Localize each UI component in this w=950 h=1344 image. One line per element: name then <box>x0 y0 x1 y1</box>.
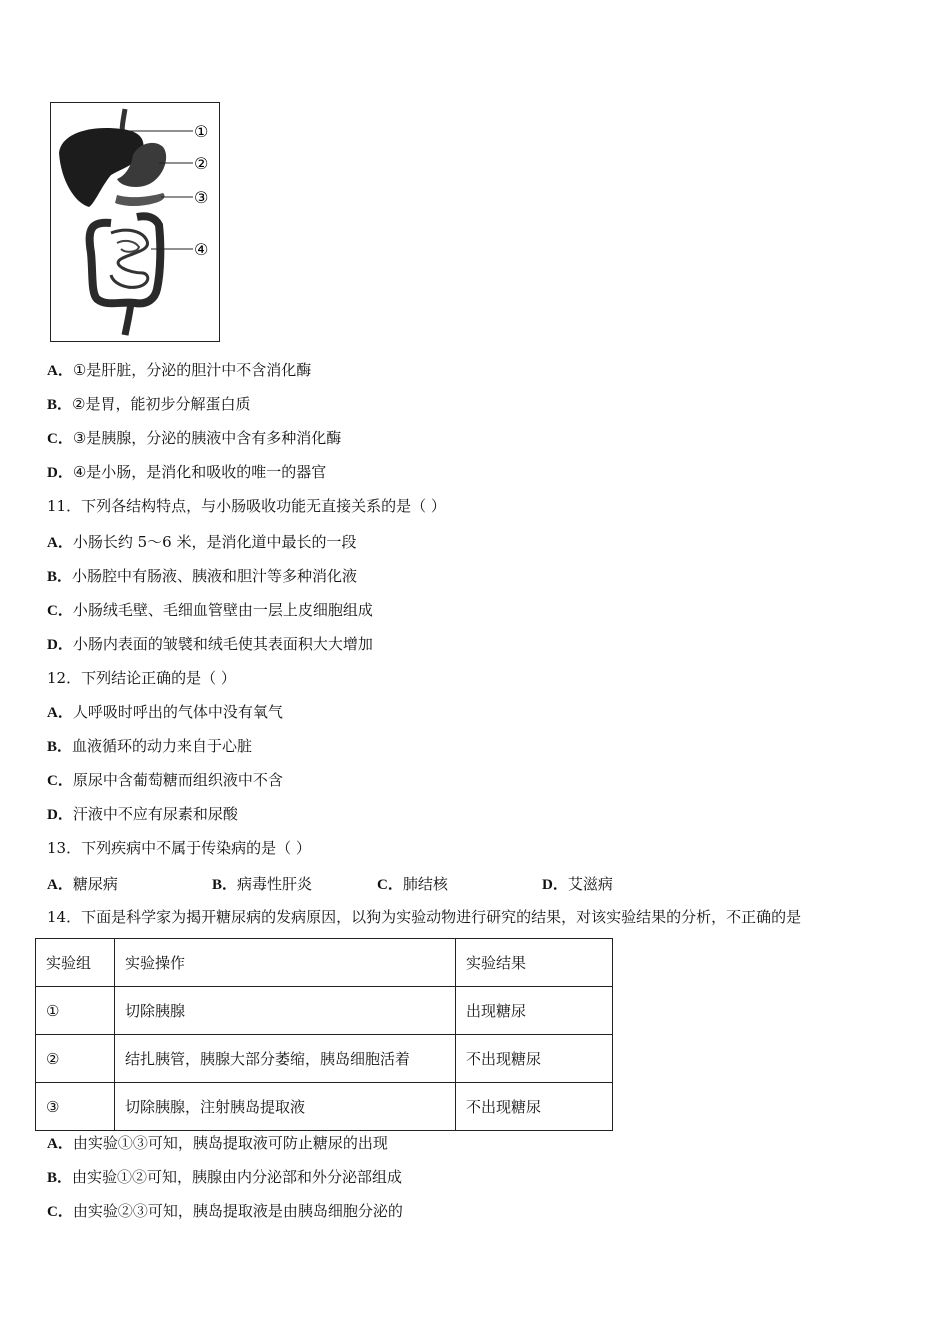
table-header-row <box>36 939 613 987</box>
option-text: 人呼吸时呼出的气体中没有氧气 <box>72 703 283 721</box>
table-header-cell: 实验组 <box>36 939 115 987</box>
q11-option-c <box>47 600 373 621</box>
option-letter: B． <box>47 739 73 755</box>
option-letter: A． <box>47 1136 73 1152</box>
option-letter: D． <box>47 465 73 481</box>
option-letter: C． <box>377 877 403 893</box>
q11-option-d <box>47 634 373 655</box>
table-cell: 出现糖尿 <box>456 987 613 1035</box>
q12-option-b <box>47 736 252 757</box>
table-header-cell: 实验结果 <box>456 939 613 987</box>
option-letter: C． <box>47 431 73 447</box>
option-text: 肺结核 <box>402 875 448 893</box>
option-letter: D． <box>47 807 73 823</box>
table-cell: ③ <box>36 1083 115 1131</box>
option-text: 小肠绒毛壁、毛细血管壁由一层上皮细胞组成 <box>72 601 373 619</box>
option-letter: B． <box>212 877 238 893</box>
table-header-cell: 实验操作 <box>115 939 456 987</box>
option-text: ①是肝脏，分泌的胆汁中不含消化酶 <box>72 361 312 379</box>
q11-option-a <box>47 532 356 553</box>
option-text: 由实验②③可知，胰岛提取液是由胰岛细胞分泌的 <box>72 1202 403 1220</box>
q11-stem: 11．下列各结构特点，与小肠吸收功能无直接关系的是（ ） <box>47 497 446 515</box>
option-letter: A． <box>47 877 73 893</box>
option-text: ②是胃，能初步分解蛋白质 <box>72 395 251 413</box>
option-letter: B． <box>47 1170 73 1186</box>
option-text: 血液循环的动力来自于心脏 <box>72 737 253 755</box>
option-letter: B． <box>47 397 73 413</box>
q13-option-a <box>47 873 118 894</box>
option-text: 病毒性肝炎 <box>237 875 313 893</box>
q11-option-b <box>47 566 357 587</box>
q12-option-d <box>47 804 238 825</box>
q13-option-c <box>377 873 448 894</box>
digestive-system-figure <box>50 102 220 342</box>
q12-option-a <box>47 702 283 723</box>
table-row <box>36 1083 613 1131</box>
experiment-table <box>35 938 613 1131</box>
pancreas-shape <box>115 193 165 206</box>
option-letter: C． <box>47 603 73 619</box>
q10-option-a <box>47 360 311 381</box>
option-letter: B． <box>47 569 73 585</box>
option-letter: A． <box>47 705 73 721</box>
small-intestine-shape <box>111 230 148 287</box>
option-text: 由实验①③可知，胰岛提取液可防止糖尿的出现 <box>72 1134 388 1152</box>
q13-stem: 13．下列疾病中不属于传染病的是（ ） <box>47 839 311 857</box>
option-text: 小肠腔中有肠液、胰液和胆汁等多种消化液 <box>72 567 358 585</box>
q14-stem: 14．下面是科学家为揭开糖尿病的发病原因，以狗为实验动物进行研究的结果，对该实验结果的分析，不正确的是 <box>47 908 802 926</box>
option-letter: D． <box>542 877 568 893</box>
option-text: 小肠内表面的皱襞和绒毛使其表面积大大增加 <box>72 635 373 653</box>
figure-label-2: ② <box>194 154 209 173</box>
q12-option-c <box>47 770 283 791</box>
q10-option-c <box>47 428 341 449</box>
option-letter: A． <box>47 363 73 379</box>
table-row <box>36 987 613 1035</box>
option-letter: C． <box>47 773 73 789</box>
table-cell: 不出现糖尿 <box>456 1035 613 1083</box>
q13-option-b <box>212 873 312 894</box>
q14-option-c <box>47 1201 403 1222</box>
figure-label-3: ③ <box>194 188 209 207</box>
option-text: 由实验①②可知，胰腺由内分泌部和外分泌部组成 <box>72 1168 403 1186</box>
figure-label-1: ① <box>194 122 209 141</box>
option-text: 艾滋病 <box>567 875 613 893</box>
q12-stem: 12．下列结论正确的是（ ） <box>47 669 236 687</box>
option-text: 糖尿病 <box>72 875 118 893</box>
table-cell: 结扎胰管，胰腺大部分萎缩，胰岛细胞活着 <box>115 1035 456 1083</box>
q10-option-b <box>47 394 250 415</box>
figure-label-4: ④ <box>194 240 209 259</box>
option-letter: D． <box>47 637 73 653</box>
option-text: ③是胰腺，分泌的胰液中含有多种消化酶 <box>72 429 342 447</box>
option-letter: C． <box>47 1204 73 1220</box>
table-cell: 不出现糖尿 <box>456 1083 613 1131</box>
option-text: 原尿中含葡萄糖而组织液中不含 <box>72 771 283 789</box>
table-cell: ② <box>36 1035 115 1083</box>
option-text: 小肠长约 5～6 米，是消化道中最长的一段 <box>72 533 357 551</box>
table-cell: 切除胰腺，注射胰岛提取液 <box>115 1083 456 1131</box>
option-text: ④是小肠，是消化和吸收的唯一的器官 <box>72 463 327 481</box>
table-cell: 切除胰腺 <box>115 987 456 1035</box>
option-text: 汗液中不应有尿素和尿酸 <box>72 805 238 823</box>
digestive-organs-illustration <box>51 103 219 341</box>
option-letter: A． <box>47 535 73 551</box>
q13-option-d <box>542 873 613 894</box>
table-cell: ① <box>36 987 115 1035</box>
q14-option-b <box>47 1167 402 1188</box>
q14-option-a <box>47 1133 388 1154</box>
table-row <box>36 1035 613 1083</box>
q10-option-d <box>47 462 326 483</box>
